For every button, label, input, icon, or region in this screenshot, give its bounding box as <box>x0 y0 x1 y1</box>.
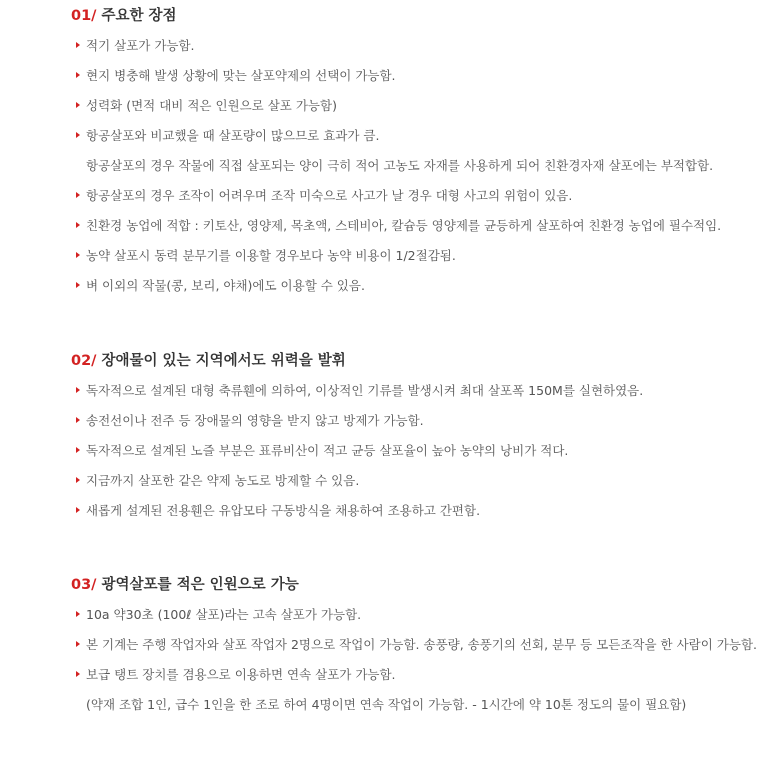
list-item <box>71 121 751 151</box>
list-item <box>71 61 751 91</box>
list-item-text: 적기 살포가 가능함. <box>86 38 195 53</box>
list-item <box>71 600 751 630</box>
list-item-text: 독자적으로 설계된 노즐 부분은 표류비산이 적고 균등 살포율이 높아 농약의 낭비가 적다. <box>86 443 569 458</box>
list-item-text: 현지 병충해 발생 상황에 맞는 살포약제의 선택이 가능함. <box>86 68 396 83</box>
section-heading: 광역살포를 적은 인원으로 가능 <box>101 577 299 593</box>
triangle-bullet-icon <box>76 417 80 423</box>
section-number: 02/ <box>71 353 97 369</box>
list-item-text: 본 기계는 주행 작업자와 살포 작업자 2명으로 작업이 가능함. 송풍량, 송풍기의 선회, 분무 등 모든조작을 한 사람이 가능함. <box>86 637 757 652</box>
list-item-note <box>71 151 751 181</box>
section-wide-area-spraying <box>71 574 757 720</box>
list-item-text: 항공살포의 경우 조작이 어려우며 조작 미숙으로 사고가 날 경우 대형 사고의 위험이 있음. <box>86 188 573 203</box>
list-item-text: 항공살포와 비교했을 때 살포량이 많으므로 효과가 큼. <box>86 128 380 143</box>
section-main-advantages <box>71 5 751 301</box>
triangle-bullet-icon <box>76 102 80 108</box>
triangle-bullet-icon <box>76 192 80 198</box>
section-obstacle-areas <box>71 350 751 526</box>
triangle-bullet-icon <box>76 671 80 677</box>
list-item <box>71 630 757 660</box>
section-title <box>71 574 751 596</box>
list-item <box>71 31 751 61</box>
triangle-bullet-icon <box>76 641 80 647</box>
triangle-bullet-icon <box>76 72 80 78</box>
list-item-text: (약재 조합 1인, 급수 1인을 한 조로 하여 4명이면 연속 작업이 가능함. - 1시간에 약 10톤 정도의 물이 필요함) <box>86 697 687 712</box>
list-item-text: 10a 약30초 (100ℓ 살포)라는 고속 살포가 가능함. <box>86 607 362 622</box>
section-heading: 주요한 장점 <box>101 8 177 24</box>
triangle-bullet-icon <box>76 477 80 483</box>
list-item-text: 항공살포의 경우 작물에 직접 살포되는 양이 극히 적어 고농도 자재를 사용하게 되어 친환경자재 살포에는 부적합함. <box>86 158 714 173</box>
triangle-bullet-icon <box>76 42 80 48</box>
list-item <box>71 211 751 241</box>
list-item-text: 농약 살포시 동력 분무기를 이용할 경우보다 농약 비용이 1/2절감됨. <box>86 248 456 263</box>
obstacle-list <box>71 376 751 526</box>
triangle-bullet-icon <box>76 611 80 617</box>
list-item-text: 송전선이나 전주 등 장애물의 영향을 받지 않고 방제가 가능함. <box>86 413 424 428</box>
list-item-text: 독자적으로 설계된 대형 축류휀에 의하여, 이상적인 기류를 발생시켜 최대 살포폭 150M를 실현하였음. <box>86 383 644 398</box>
triangle-bullet-icon <box>76 222 80 228</box>
triangle-bullet-icon <box>76 387 80 393</box>
list-item <box>71 436 751 466</box>
list-item-text: 보급 탱트 장치를 겸용으로 이용하면 연속 살포가 가능함. <box>86 667 396 682</box>
list-item <box>71 376 751 406</box>
triangle-bullet-icon <box>76 132 80 138</box>
list-item-text: 새롭게 설계된 전용휀은 유압모타 구동방식을 채용하여 조용하고 간편함. <box>86 503 481 518</box>
list-item <box>71 91 751 121</box>
section-number: 01/ <box>71 8 97 24</box>
list-item <box>71 241 751 271</box>
list-item <box>71 466 751 496</box>
list-item-text: 성력화 (면적 대비 적은 인원으로 살포 가능함) <box>86 98 337 113</box>
list-item <box>71 271 751 301</box>
section-title <box>71 5 751 27</box>
list-item <box>71 181 751 211</box>
advantages-list <box>71 31 751 301</box>
section-number: 03/ <box>71 577 97 593</box>
triangle-bullet-icon <box>76 252 80 258</box>
list-item-text: 친환경 농업에 적합 : 키토산, 영양제, 목초액, 스테비아, 칼슘등 영양제를 균등하게 살포하여 친환경 농업에 필수적임. <box>86 218 722 233</box>
triangle-bullet-icon <box>76 507 80 513</box>
list-item <box>71 406 751 436</box>
triangle-bullet-icon <box>76 447 80 453</box>
list-item-text: 벼 이외의 작물(콩, 보리, 야채)에도 이용할 수 있음. <box>86 278 365 293</box>
section-title <box>71 350 751 372</box>
list-item <box>71 496 751 526</box>
triangle-bullet-icon <box>76 282 80 288</box>
list-item <box>71 660 751 690</box>
wide-area-list <box>71 600 757 720</box>
list-item-text: 지금까지 살포한 같은 약제 농도로 방제할 수 있음. <box>86 473 360 488</box>
list-item-note <box>71 690 751 720</box>
section-heading: 장애물이 있는 지역에서도 위력을 발휘 <box>101 353 346 369</box>
